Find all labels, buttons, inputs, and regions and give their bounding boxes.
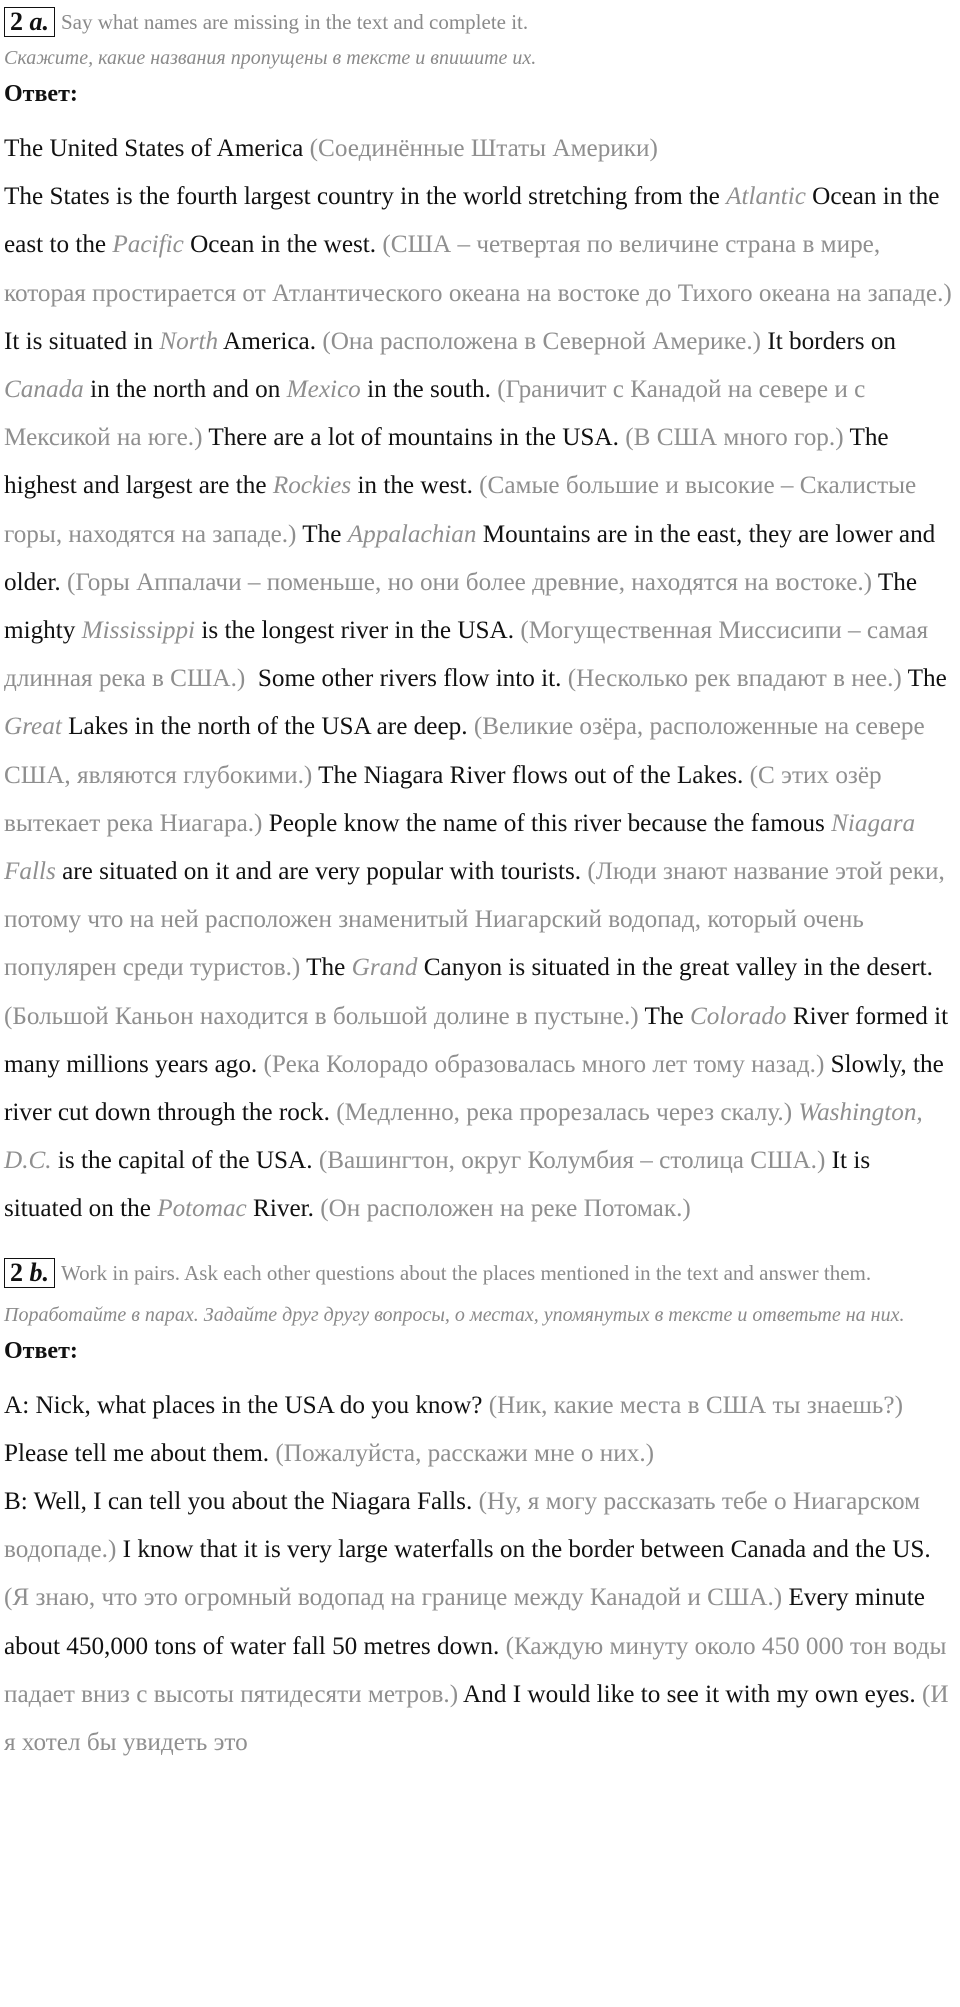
translation: (Ник, какие места в США ты знаешь?) — [488, 1391, 903, 1419]
sentence: A: Nick, what places in the USA do you know? — [4, 1391, 483, 1419]
translation: (Горы Аппалачи – поменьше, но они более древние, находятся на востоке.) — [66, 568, 873, 596]
answer-text — [4, 125, 954, 1234]
sentence: The — [644, 1002, 684, 1030]
sentence: I know that it is very large waterfalls on the border between Canada and the US. — [122, 1536, 931, 1564]
translation: (Самые большие и высокие – Скалистые горы, находятся на западе.) — [4, 472, 917, 548]
translation: (Граничит с Канадой на севере и с Мексикой на юге.) — [4, 376, 866, 452]
filled-blank: Appalachian — [347, 520, 477, 548]
translation: (Каждую минуту около 450 000 тон воды падает вниз с высоты пятидесяти метров.) — [4, 1632, 947, 1708]
sentence: is the capital of the USA. — [57, 1147, 313, 1175]
instruction-en: Work in pairs. Ask each other questions about the places mentioned in the text and answer them. — [61, 1260, 872, 1285]
sentence: Lakes in the north of the USA are deep. — [68, 713, 468, 741]
sentence: The — [306, 954, 346, 982]
filled-blank: Washington, D.C. — [4, 1099, 923, 1175]
translation: (Я знаю, что это огромный водопад на границе между Канадой и США.) — [4, 1584, 783, 1612]
task-2b-header — [4, 1252, 954, 1294]
translation: (Река Колорадо образовалась много лет тому назад.) — [263, 1050, 825, 1078]
translation: (Большой Каньон находится в большой долине в пустыне.) — [4, 1002, 639, 1030]
dialogue-line-a — [4, 1382, 954, 1478]
sentence: Slowly, the river cut down through the rock. — [4, 1050, 944, 1127]
sentence: Every minute about 450,000 tons of water fall 50 metres down. — [4, 1584, 925, 1660]
sentence: Please tell me about them. — [4, 1439, 270, 1467]
filled-blank: Canada — [4, 376, 84, 404]
sentence: The States is the fourth largest country in the world stretching from the — [4, 183, 720, 211]
translation: (В США много гор.) — [625, 424, 844, 452]
task-letter: a. — [29, 7, 49, 36]
dialogue — [4, 1382, 954, 1768]
instruction-ru: Поработайте в парах. Задайте друг другу вопросы, о местах, упомянутых в тексте и ответьте на них. — [4, 1303, 905, 1326]
sentence: River formed it many millions years ago. — [4, 1002, 949, 1078]
sentence: River. — [253, 1195, 314, 1223]
task-2a-header — [4, 6, 954, 37]
sentence: The — [302, 520, 342, 548]
answer-label: Ответ: — [4, 1337, 78, 1364]
translation: (Пожалуйста, расскажи мне о них.) — [275, 1439, 655, 1467]
translation: (Люди знают название этой реки, потому что на ней расположен знаменитый Ниагарский водопад, который очень популярен среди туристов.) — [4, 858, 945, 982]
sentence: in the west. — [357, 472, 473, 500]
filled-blank: Rockies — [272, 472, 352, 500]
filled-blank: Mississippi — [81, 617, 196, 645]
instruction-en: Say what names are missing in the text and complete it. — [61, 10, 529, 34]
sentence: in the south. — [367, 376, 491, 404]
task-number: 2 — [10, 1257, 23, 1287]
task-2b — [4, 1252, 954, 1768]
sentence: Some other rivers flow into it. — [257, 665, 562, 693]
translation: (Она расположена в Северной Америке.) — [322, 327, 762, 355]
task-number-box — [4, 1258, 55, 1288]
translation: (Медленно, река прорезалась через скалу.) — [336, 1099, 793, 1127]
text-paragraph — [4, 173, 954, 1233]
sentence: is the longest river in the USA. — [201, 617, 515, 645]
sentence: Ocean in the west. — [190, 231, 377, 259]
task-2a — [4, 6, 954, 1234]
page — [0, 6, 960, 1767]
translation: (Несколько рек впадают в нее.) — [567, 665, 902, 693]
sentence: The — [907, 665, 947, 693]
sentence: Canyon is situated in the great valley in the desert. — [423, 954, 933, 982]
sentence: The mighty — [4, 568, 918, 645]
translation: (С этих озёр вытекает река Ниагара.) — [4, 761, 882, 837]
filled-blank: North — [159, 327, 219, 355]
instruction-ru: Скажите, какие названия пропущены в тексте и впишите их. — [4, 47, 537, 69]
translation: (Вашингтон, округ Колумбия – столица США.) — [318, 1147, 826, 1175]
filled-blank: Niagara Falls — [4, 809, 916, 886]
filled-blank: Colorado — [689, 1002, 787, 1030]
filled-blank: Pacific — [112, 231, 184, 259]
title-en: The United States of America — [4, 135, 304, 162]
translation: (Великие озёра, расположенные на севере США, являются глубокими.) — [4, 713, 925, 789]
translation: (США – четвертая по величине страна в мире, которая простирается от Атлантического океана на востоке до Тихого океана на западе.) — [4, 231, 952, 307]
sentence: America. — [223, 327, 317, 355]
translation: (Он расположен на реке Потомак.) — [320, 1195, 691, 1223]
filled-blank: Mexico — [286, 376, 361, 404]
translation: (И я хотел бы увидеть это — [4, 1680, 949, 1757]
task-letter: b. — [29, 1257, 49, 1287]
translation: (Могущественная Миссисипи – самая длинная река в США.) — [4, 617, 929, 693]
filled-blank: Potomac — [157, 1195, 247, 1223]
task-number-box — [4, 7, 55, 37]
sentence: People know the name of this river because the famous — [268, 809, 825, 837]
sentence: in the north and on — [90, 376, 281, 404]
sentence: It is situated on the — [4, 1147, 871, 1223]
sentence: The Niagara River flows out of the Lakes. — [318, 761, 744, 789]
title-ru: (Соединённые Штаты Америки) — [309, 135, 658, 162]
filled-blank: Atlantic — [726, 183, 806, 211]
sentence: B: Well, I can tell you about the Niagara Falls. — [4, 1488, 473, 1516]
sentence: Mountains are in the east, they are lower and older. — [4, 520, 936, 596]
sentence: It borders on — [767, 327, 897, 355]
sentence: Ocean in the east to the — [4, 183, 940, 259]
dialogue-line-b — [4, 1478, 954, 1767]
answer-label: Ответ: — [4, 81, 78, 107]
sentence: The highest and largest are the — [4, 424, 889, 500]
sentence: There are a lot of mountains in the USA. — [208, 424, 619, 452]
task-number: 2 — [10, 7, 23, 36]
sentence: It is situated in — [4, 327, 154, 355]
filled-blank: Grand — [351, 954, 418, 982]
translation: (Ну, я могу рассказать тебе о Ниагарском водопаде.) — [4, 1488, 921, 1564]
text-title — [4, 125, 954, 173]
filled-blank: Great — [4, 713, 62, 741]
sentence: are situated on it and are very popular with tourists. — [62, 858, 582, 886]
sentence: And I would like to see it with my own eyes. — [463, 1680, 916, 1708]
